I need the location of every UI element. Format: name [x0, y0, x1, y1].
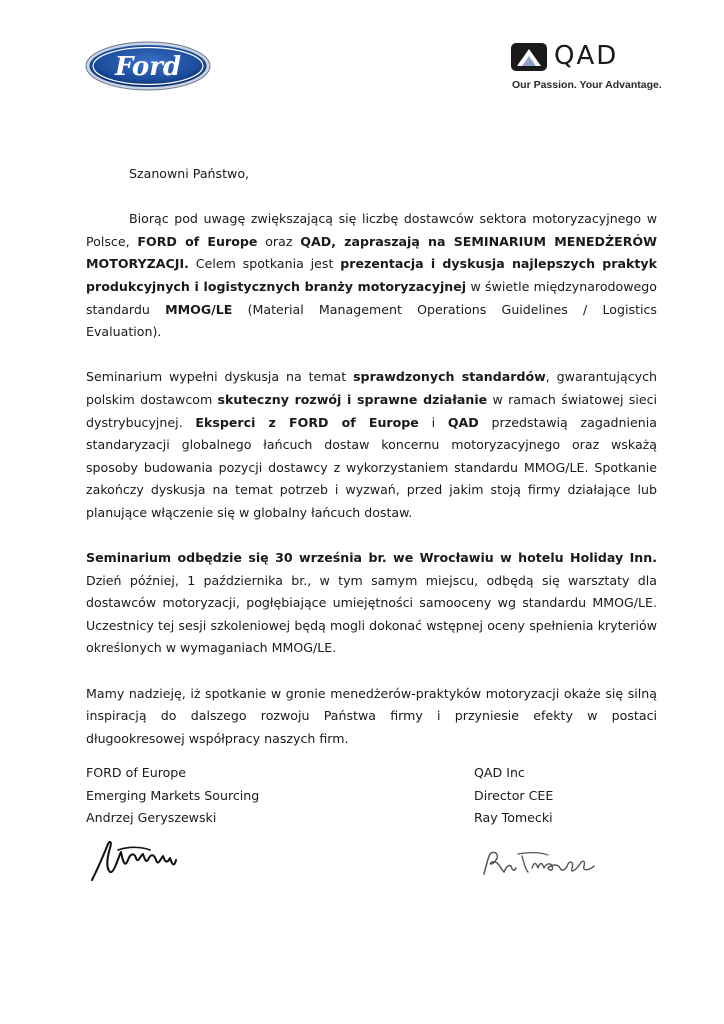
signoff-ford-name: Andrzej Geryszewski	[86, 810, 217, 826]
ford-logo	[84, 40, 212, 92]
text-run: Mamy nadzieję, iż spotkanie w gronie menedżerów-praktyków motoryzacji okaże się silną inspiracją do dalszego rozwoju Państwa firmy i przyniesie efekty w postaci długookresowej współpracy naszych firm.	[86, 685, 657, 746]
text-run: Biorąc pod uwagę zwiększającą się liczbę dostawców sektora motoryzacyjnego w Polsce,	[86, 211, 657, 249]
qad-logo	[510, 41, 662, 94]
signoff-ford	[86, 762, 259, 830]
signoff-qad-company: QAD Inc	[474, 765, 525, 780]
bold-run: MMOG/LE	[165, 301, 233, 317]
text-run: w ramach światowej sieci dystrybucyjnej.	[86, 391, 657, 430]
paragraph-closing	[86, 683, 657, 751]
qad-signature	[478, 846, 602, 880]
paragraph-intro	[86, 208, 657, 344]
bold-run: FORD of Europe	[137, 233, 258, 249]
ford-wordmark: Ford	[114, 52, 182, 82]
paragraph-seminar-topics	[86, 366, 657, 524]
text-run: oraz	[257, 233, 301, 249]
text-run: Dzień później, 1 października br., w tym samym miejscu, odbędą się warsztaty dla dostawców motoryzacji, pogłębiające umiejętności samooceny wg standardu MMOG/LE. Uczestnicy tej sesji szkoleniowej będą mogli dokonać wstępnej oceny spełnienia kryteriów określonych w wymaganiach MMOG/LE.	[86, 572, 657, 656]
qad-wordmark: QAD	[554, 41, 619, 71]
bold-run: QAD, zapraszają na SEMINARIUM MENEDŻERÓW MOTORYZACJI.	[86, 233, 658, 272]
text-run: i	[418, 414, 448, 430]
bold-run: prezentacja i dyskusja najlepszych praktyk produkcyjnych i logistycznych branży motoryzacyjnej	[86, 256, 657, 294]
text-run: przedstawią zagadnienia standaryzacji globalnego łańcuch dostaw koncernu motoryzacyjnego oraz wskażą sposoby budowania pozycji dostawcy z wykorzystaniem standardu MMOG/LE. Spotkanie zakończy dyskusja na temat potrzeb i wyzwań, przed jakim stoją firmy działające lub planujące włączenie się w globalny łańcuch dostaw.	[86, 414, 657, 520]
text-run: w świetle międzynarodowego standardu	[86, 278, 657, 317]
text-run: (Material Management Operations Guidelines / Logistics Evaluation).	[86, 301, 657, 340]
letter-body	[86, 163, 657, 750]
qad-tagline: Our Passion. Your Advantage.	[512, 79, 662, 91]
text-run: Seminarium wypełni dyskusja na temat	[86, 369, 354, 385]
bold-run: sprawdzonych standardów	[353, 369, 546, 385]
signoff-qad	[474, 762, 553, 830]
text-run: , gwarantujących polskim dostawcom	[86, 369, 657, 407]
text-run: Celem spotkania jest	[188, 256, 341, 272]
paragraph-date-venue	[86, 547, 657, 660]
ford-signature	[88, 838, 188, 884]
signoff-qad-name: Ray Tomecki	[474, 810, 553, 826]
bold-run: QAD	[447, 414, 479, 430]
bold-run: skuteczny rozwój i sprawne działanie	[217, 391, 488, 407]
signoff-ford-company: FORD of Europe	[86, 765, 187, 780]
signoff-ford-department: Emerging Markets Sourcing	[86, 787, 260, 803]
salutation: Szanowni Państwo,	[129, 166, 250, 181]
signoff-qad-title: Director CEE	[474, 787, 554, 803]
bold-run: Seminarium odbędzie się 30 września br. we Wrocławiu w hotelu Holiday Inn.	[86, 550, 657, 566]
ford-oval-icon	[84, 40, 212, 92]
qad-mark-icon	[510, 42, 548, 72]
bold-run: Eksperci z FORD of Europe	[195, 414, 419, 430]
